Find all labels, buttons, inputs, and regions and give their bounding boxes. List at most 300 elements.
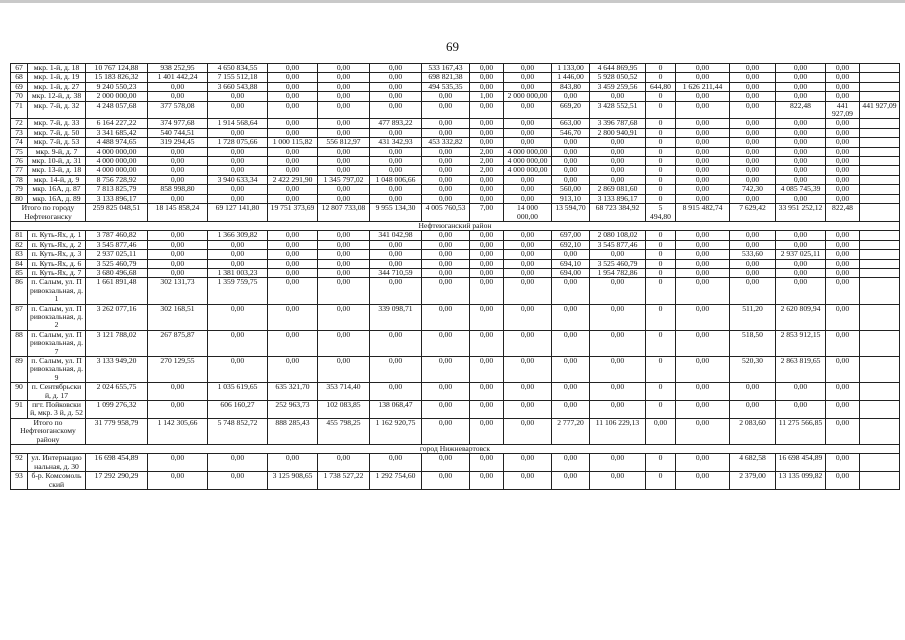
value-cell-empty [860,259,900,268]
value-cell: 0,00 [730,73,776,82]
value-cell: 0,00 [552,357,590,383]
value-cell: 0,00 [676,278,730,304]
table-row [11,204,900,222]
value-cell: 16 698 454,89 [86,454,148,472]
table-row [11,454,900,472]
value-cell: 0,00 [148,383,208,401]
value-cell: 0,00 [730,92,776,101]
value-cell: 4 248 057,68 [86,101,148,119]
value-cell: 0,00 [422,418,470,444]
value-cell: 0,00 [148,259,208,268]
value-cell: 0,00 [370,82,422,91]
value-cell: 0,00 [676,175,730,184]
value-cell: 2 937 025,11 [86,250,148,259]
address-cell: мкр. 7-й, д. 32 [28,101,86,119]
table-row [11,138,900,147]
value-cell: 0,00 [148,268,208,277]
value-cell: 7,00 [470,204,504,222]
value-cell: 2 620 809,94 [776,304,826,330]
value-cell: 0,00 [318,119,370,128]
value-cell: 0,00 [148,240,208,249]
row-number: 86 [11,278,28,304]
value-cell: 0,00 [268,259,318,268]
value-cell: 377 578,08 [148,101,208,119]
value-cell: 0,00 [552,166,590,175]
value-cell: 0,00 [470,185,504,194]
value-cell-empty [860,250,900,259]
value-cell: 353 714,40 [318,383,370,401]
value-cell: 477 893,22 [370,119,422,128]
value-cell: 0,00 [208,101,268,119]
table-row [11,73,900,82]
table-row [11,330,900,356]
value-cell: 0,00 [370,157,422,166]
value-cell: 1 048 006,66 [370,175,422,184]
value-cell: 0,00 [208,157,268,166]
address-cell: мкр. 7-й, д. 33 [28,119,86,128]
value-cell: 0,00 [676,157,730,166]
value-cell: 0,00 [268,278,318,304]
section-title: Нефтеюганский район [11,221,900,230]
value-cell: 138 068,47 [370,401,422,419]
value-cell: 0,00 [730,175,776,184]
value-cell: 0,00 [590,278,646,304]
value-cell: 0,00 [318,278,370,304]
table-row [11,92,900,101]
value-cell: 3 660 543,88 [208,82,268,91]
value-cell: 0 [646,175,676,184]
value-cell: 3 545 877,46 [86,240,148,249]
value-cell: 0 [646,357,676,383]
value-cell: 0,00 [776,175,826,184]
value-cell: 1 661 891,48 [86,278,148,304]
value-cell: 0,00 [268,185,318,194]
value-cell: 0,00 [776,268,826,277]
value-cell: 0,00 [590,157,646,166]
value-cell: 0,00 [504,101,552,119]
value-cell: 0,00 [776,73,826,82]
value-cell: 540 744,51 [148,128,208,137]
value-cell: 0,00 [826,92,860,101]
value-cell: 0,00 [370,357,422,383]
value-cell: 2 000 000,00 [86,92,148,101]
value-cell: 0,00 [268,194,318,203]
value-cell: 0,00 [370,250,422,259]
value-cell: 0,00 [590,330,646,356]
value-cell: 0,00 [504,82,552,91]
table-row [11,175,900,184]
value-cell: 0,00 [552,157,590,166]
value-cell: 0,00 [422,454,470,472]
value-cell-empty [860,185,900,194]
value-cell: 0,00 [776,383,826,401]
value-cell: 374 977,68 [148,119,208,128]
value-cell: 0,00 [504,357,552,383]
table-row [11,304,900,330]
value-cell: 4 000 000,00 [504,166,552,175]
value-cell: 0,00 [552,250,590,259]
value-cell-empty [860,64,900,73]
value-cell: 19 751 373,69 [268,204,318,222]
value-cell: 455 798,25 [318,418,370,444]
value-cell: 822,48 [776,101,826,119]
value-cell: 0,00 [730,401,776,419]
value-cell: 0,00 [504,64,552,73]
value-cell: 18 145 858,24 [148,204,208,222]
value-cell: 0,00 [318,357,370,383]
value-cell: 259 825 048,51 [86,204,148,222]
value-cell: 0,00 [504,268,552,277]
value-cell: 0,00 [370,92,422,101]
value-cell: 0 [646,101,676,119]
table-row [11,278,900,304]
value-cell: 0,00 [148,231,208,240]
value-cell: 267 875,87 [148,330,208,356]
scan-top-edge [0,0,905,3]
row-number: 90 [11,383,28,401]
value-cell: 0,00 [826,240,860,249]
value-cell: 0,00 [470,101,504,119]
value-cell: 2 080 108,02 [590,231,646,240]
value-cell: 0,00 [504,330,552,356]
address-cell: мкр. 1-й, д. 27 [28,82,86,91]
value-cell: 0,00 [470,138,504,147]
value-cell: 0,00 [776,82,826,91]
value-cell: 0,00 [470,472,504,490]
value-cell: 0,00 [148,82,208,91]
value-cell: 0,00 [776,157,826,166]
table-row [11,147,900,156]
value-cell: 3 121 788,02 [86,330,148,356]
value-cell: 0 [646,259,676,268]
value-cell: 16 698 454,89 [776,454,826,472]
value-cell: 0,00 [730,101,776,119]
row-number: 92 [11,454,28,472]
value-cell: 0,00 [776,278,826,304]
value-cell: 556 812,97 [318,138,370,147]
value-cell: 12 807 733,08 [318,204,370,222]
value-cell: 0,00 [268,330,318,356]
value-cell: 68 723 384,92 [590,204,646,222]
address-cell: мкр. 12-й, д. 38 [28,92,86,101]
value-cell: 0,00 [470,268,504,277]
value-cell: 0,00 [504,119,552,128]
value-cell: 0 [646,454,676,472]
address-cell: п. Салым, ул. Привокзальная, д. 7 [28,330,86,356]
value-cell: 0,00 [826,330,860,356]
value-cell: 0,00 [826,175,860,184]
value-cell: 0,00 [422,128,470,137]
row-number: 88 [11,330,28,356]
value-cell: 0,00 [318,240,370,249]
value-cell: 0,00 [268,157,318,166]
value-cell: 33 951 252,12 [776,204,826,222]
value-cell-empty [860,330,900,356]
value-cell: 0,00 [148,472,208,490]
table-row [11,101,900,119]
value-cell: 0,00 [422,119,470,128]
row-number: 75 [11,147,28,156]
value-cell: 4 085 745,39 [776,185,826,194]
table-row [11,166,900,175]
total-label: Итого по Нефтеюганскому району [11,418,86,444]
address-cell: п. Куть-Ях, д. 3 [28,250,86,259]
value-cell: 0,00 [208,454,268,472]
value-cell: 0,00 [676,119,730,128]
value-cell: 0,00 [504,194,552,203]
value-cell: 0,00 [422,231,470,240]
value-cell: 0,00 [268,128,318,137]
value-cell: 0,00 [676,231,730,240]
value-cell: 0,00 [470,304,504,330]
value-cell: 0 [646,73,676,82]
value-cell: 102 083,85 [318,401,370,419]
row-number: 70 [11,92,28,101]
value-cell: 0,00 [552,401,590,419]
table-row [11,185,900,194]
value-cell: 0,00 [422,240,470,249]
value-cell: 4 488 974,65 [86,138,148,147]
address-cell: п. Сентябрьский, д. 17 [28,383,86,401]
value-cell: 0,00 [590,166,646,175]
value-cell: 0,00 [422,472,470,490]
row-number: 73 [11,128,28,137]
value-cell: 0,00 [504,175,552,184]
value-cell: 2 422 291,90 [268,175,318,184]
value-cell: 0,00 [504,304,552,330]
value-cell: 0,00 [208,92,268,101]
address-cell: мкр. 10-й, д. 31 [28,157,86,166]
value-cell: 0,00 [776,259,826,268]
value-cell: 0,00 [318,128,370,137]
value-cell-empty [860,454,900,472]
value-cell: 0,00 [504,454,552,472]
value-cell: 4 682,58 [730,454,776,472]
value-cell: 9 240 550,23 [86,82,148,91]
value-cell: 0,00 [470,330,504,356]
value-cell: 0,00 [676,259,730,268]
value-cell: 0 [646,64,676,73]
value-cell: 0,00 [590,138,646,147]
value-cell: 0,00 [370,73,422,82]
value-cell: 431 342,93 [370,138,422,147]
address-cell: мкр. 9-й, д. 7 [28,147,86,156]
value-cell: 1 381 003,23 [208,268,268,277]
value-cell: 0,00 [318,259,370,268]
value-cell: 1 738 527,22 [318,472,370,490]
row-number: 67 [11,64,28,73]
value-cell: 0,00 [318,268,370,277]
value-cell: 0,00 [826,383,860,401]
value-cell: 0,00 [148,157,208,166]
value-cell: 697,00 [552,231,590,240]
value-cell: 0,00 [268,304,318,330]
value-cell: 0 [646,92,676,101]
register-table [10,63,900,490]
value-cell: 13 594,70 [552,204,590,222]
value-cell: 843,80 [552,82,590,91]
value-cell-empty [860,472,900,490]
value-cell: 0,00 [776,194,826,203]
value-cell: 0,00 [676,330,730,356]
value-cell: 0,00 [422,250,470,259]
value-cell: 0,00 [552,330,590,356]
value-cell: 3 125 908,65 [268,472,318,490]
address-cell: б-р. Комсомольский [28,472,86,490]
value-cell: 0,00 [318,157,370,166]
value-cell: 0,00 [826,472,860,490]
value-cell: 858 998,80 [148,185,208,194]
value-cell: 0,00 [370,383,422,401]
value-cell: 1 292 754,60 [370,472,422,490]
address-cell: ул. Интернациональная, д. 30 [28,454,86,472]
value-cell: 1 099 276,32 [86,401,148,419]
value-cell: 1 366 309,82 [208,231,268,240]
value-cell: 3 545 877,46 [590,240,646,249]
value-cell: 0,00 [676,138,730,147]
value-cell: 0,00 [590,401,646,419]
value-cell: 0,00 [370,185,422,194]
value-cell-empty [860,401,900,419]
value-cell: 0,00 [730,82,776,91]
value-cell: 0,00 [826,73,860,82]
value-cell: 663,00 [552,119,590,128]
value-cell: 0,00 [730,147,776,156]
value-cell: 0,00 [730,259,776,268]
table-row [11,401,900,419]
value-cell: 511,20 [730,304,776,330]
row-number: 84 [11,259,28,268]
value-cell: 0,00 [676,73,730,82]
value-cell: 7 629,42 [730,204,776,222]
value-cell: 0,00 [826,401,860,419]
value-cell: 0,00 [552,147,590,156]
value-cell-empty [860,128,900,137]
value-cell: 0,00 [370,330,422,356]
value-cell: 1 728 075,66 [208,138,268,147]
value-cell: 319 294,45 [148,138,208,147]
value-cell: 606 160,27 [208,401,268,419]
value-cell: 0,00 [422,92,470,101]
value-cell: 644,80 [646,82,676,91]
value-cell: 0,00 [318,92,370,101]
address-cell: мкр. 14-й, д. 9 [28,175,86,184]
value-cell: 0,00 [208,128,268,137]
value-cell: 0,00 [676,383,730,401]
value-cell: 0,00 [422,330,470,356]
value-cell: 518,50 [730,330,776,356]
address-cell: п. Куть-Ях, д. 1 [28,231,86,240]
value-cell: 0,00 [470,454,504,472]
value-cell: 0,00 [730,119,776,128]
row-number: 87 [11,304,28,330]
address-cell: мкр. 7-й, д. 50 [28,128,86,137]
value-cell: 3 133 896,17 [86,194,148,203]
value-cell: 520,30 [730,357,776,383]
value-cell: 0,00 [730,128,776,137]
value-cell: 0,00 [776,401,826,419]
value-cell: 0,00 [422,147,470,156]
value-cell: 0,00 [730,240,776,249]
table-row [11,472,900,490]
value-cell: 0,00 [676,304,730,330]
value-cell: 0,00 [826,82,860,91]
value-cell: 0,00 [470,240,504,249]
value-cell: 5 494,80 [646,204,676,222]
value-cell-empty [860,119,900,128]
value-cell: 0,00 [590,92,646,101]
table-row [11,250,900,259]
value-cell: 3 525 460,79 [590,259,646,268]
value-cell: 0,00 [826,166,860,175]
value-cell: 0,00 [422,383,470,401]
value-cell: 0,00 [318,147,370,156]
value-cell: 0,00 [504,401,552,419]
value-cell: 0,00 [208,250,268,259]
value-cell: 0,00 [676,101,730,119]
value-cell: 0,00 [422,194,470,203]
value-cell: 13 135 099,82 [776,472,826,490]
value-cell: 0,00 [470,259,504,268]
value-cell: 0,00 [826,259,860,268]
value-cell: 0,00 [422,268,470,277]
value-cell: 3 428 552,51 [590,101,646,119]
table-row [11,119,900,128]
value-cell: 0,00 [268,166,318,175]
value-cell: 0,00 [268,147,318,156]
value-cell: 0,00 [422,185,470,194]
value-cell-empty [860,147,900,156]
value-cell: 0,00 [646,418,676,444]
value-cell: 0 [646,147,676,156]
value-cell: 0,00 [318,250,370,259]
table-row [11,268,900,277]
value-cell: 0,00 [826,357,860,383]
value-cell: 0,00 [208,472,268,490]
value-cell: 3 341 685,42 [86,128,148,137]
value-cell: 0,00 [590,357,646,383]
value-cell: 4 000 000,00 [86,166,148,175]
value-cell: 0,00 [422,278,470,304]
table-row [11,128,900,137]
value-cell: 302 168,51 [148,304,208,330]
value-cell: 0,00 [776,166,826,175]
value-cell: 8 756 728,92 [86,175,148,184]
value-cell: 0,00 [676,268,730,277]
value-cell: 0,00 [676,64,730,73]
value-cell: 2,00 [470,147,504,156]
value-cell: 441 927,09 [826,101,860,119]
table-row [11,221,900,230]
value-cell: 0,00 [552,175,590,184]
value-cell: 0,00 [370,64,422,73]
total-label: Итого по городу Нефтеюганску [11,204,86,222]
value-cell: 0,00 [826,128,860,137]
value-cell: 533,60 [730,250,776,259]
value-cell: 3 787 460,82 [86,231,148,240]
value-cell-empty [860,240,900,249]
value-cell: 0,00 [422,357,470,383]
value-cell: 0,00 [470,73,504,82]
value-cell: 0,00 [504,128,552,137]
value-cell: 0,00 [148,175,208,184]
value-cell: 0,00 [776,138,826,147]
value-cell: 1 142 305,66 [148,418,208,444]
value-cell: 0,00 [318,64,370,73]
value-cell: 3 525 460,79 [86,259,148,268]
value-cell: 2,00 [470,157,504,166]
value-cell: 3 133 949,20 [86,357,148,383]
